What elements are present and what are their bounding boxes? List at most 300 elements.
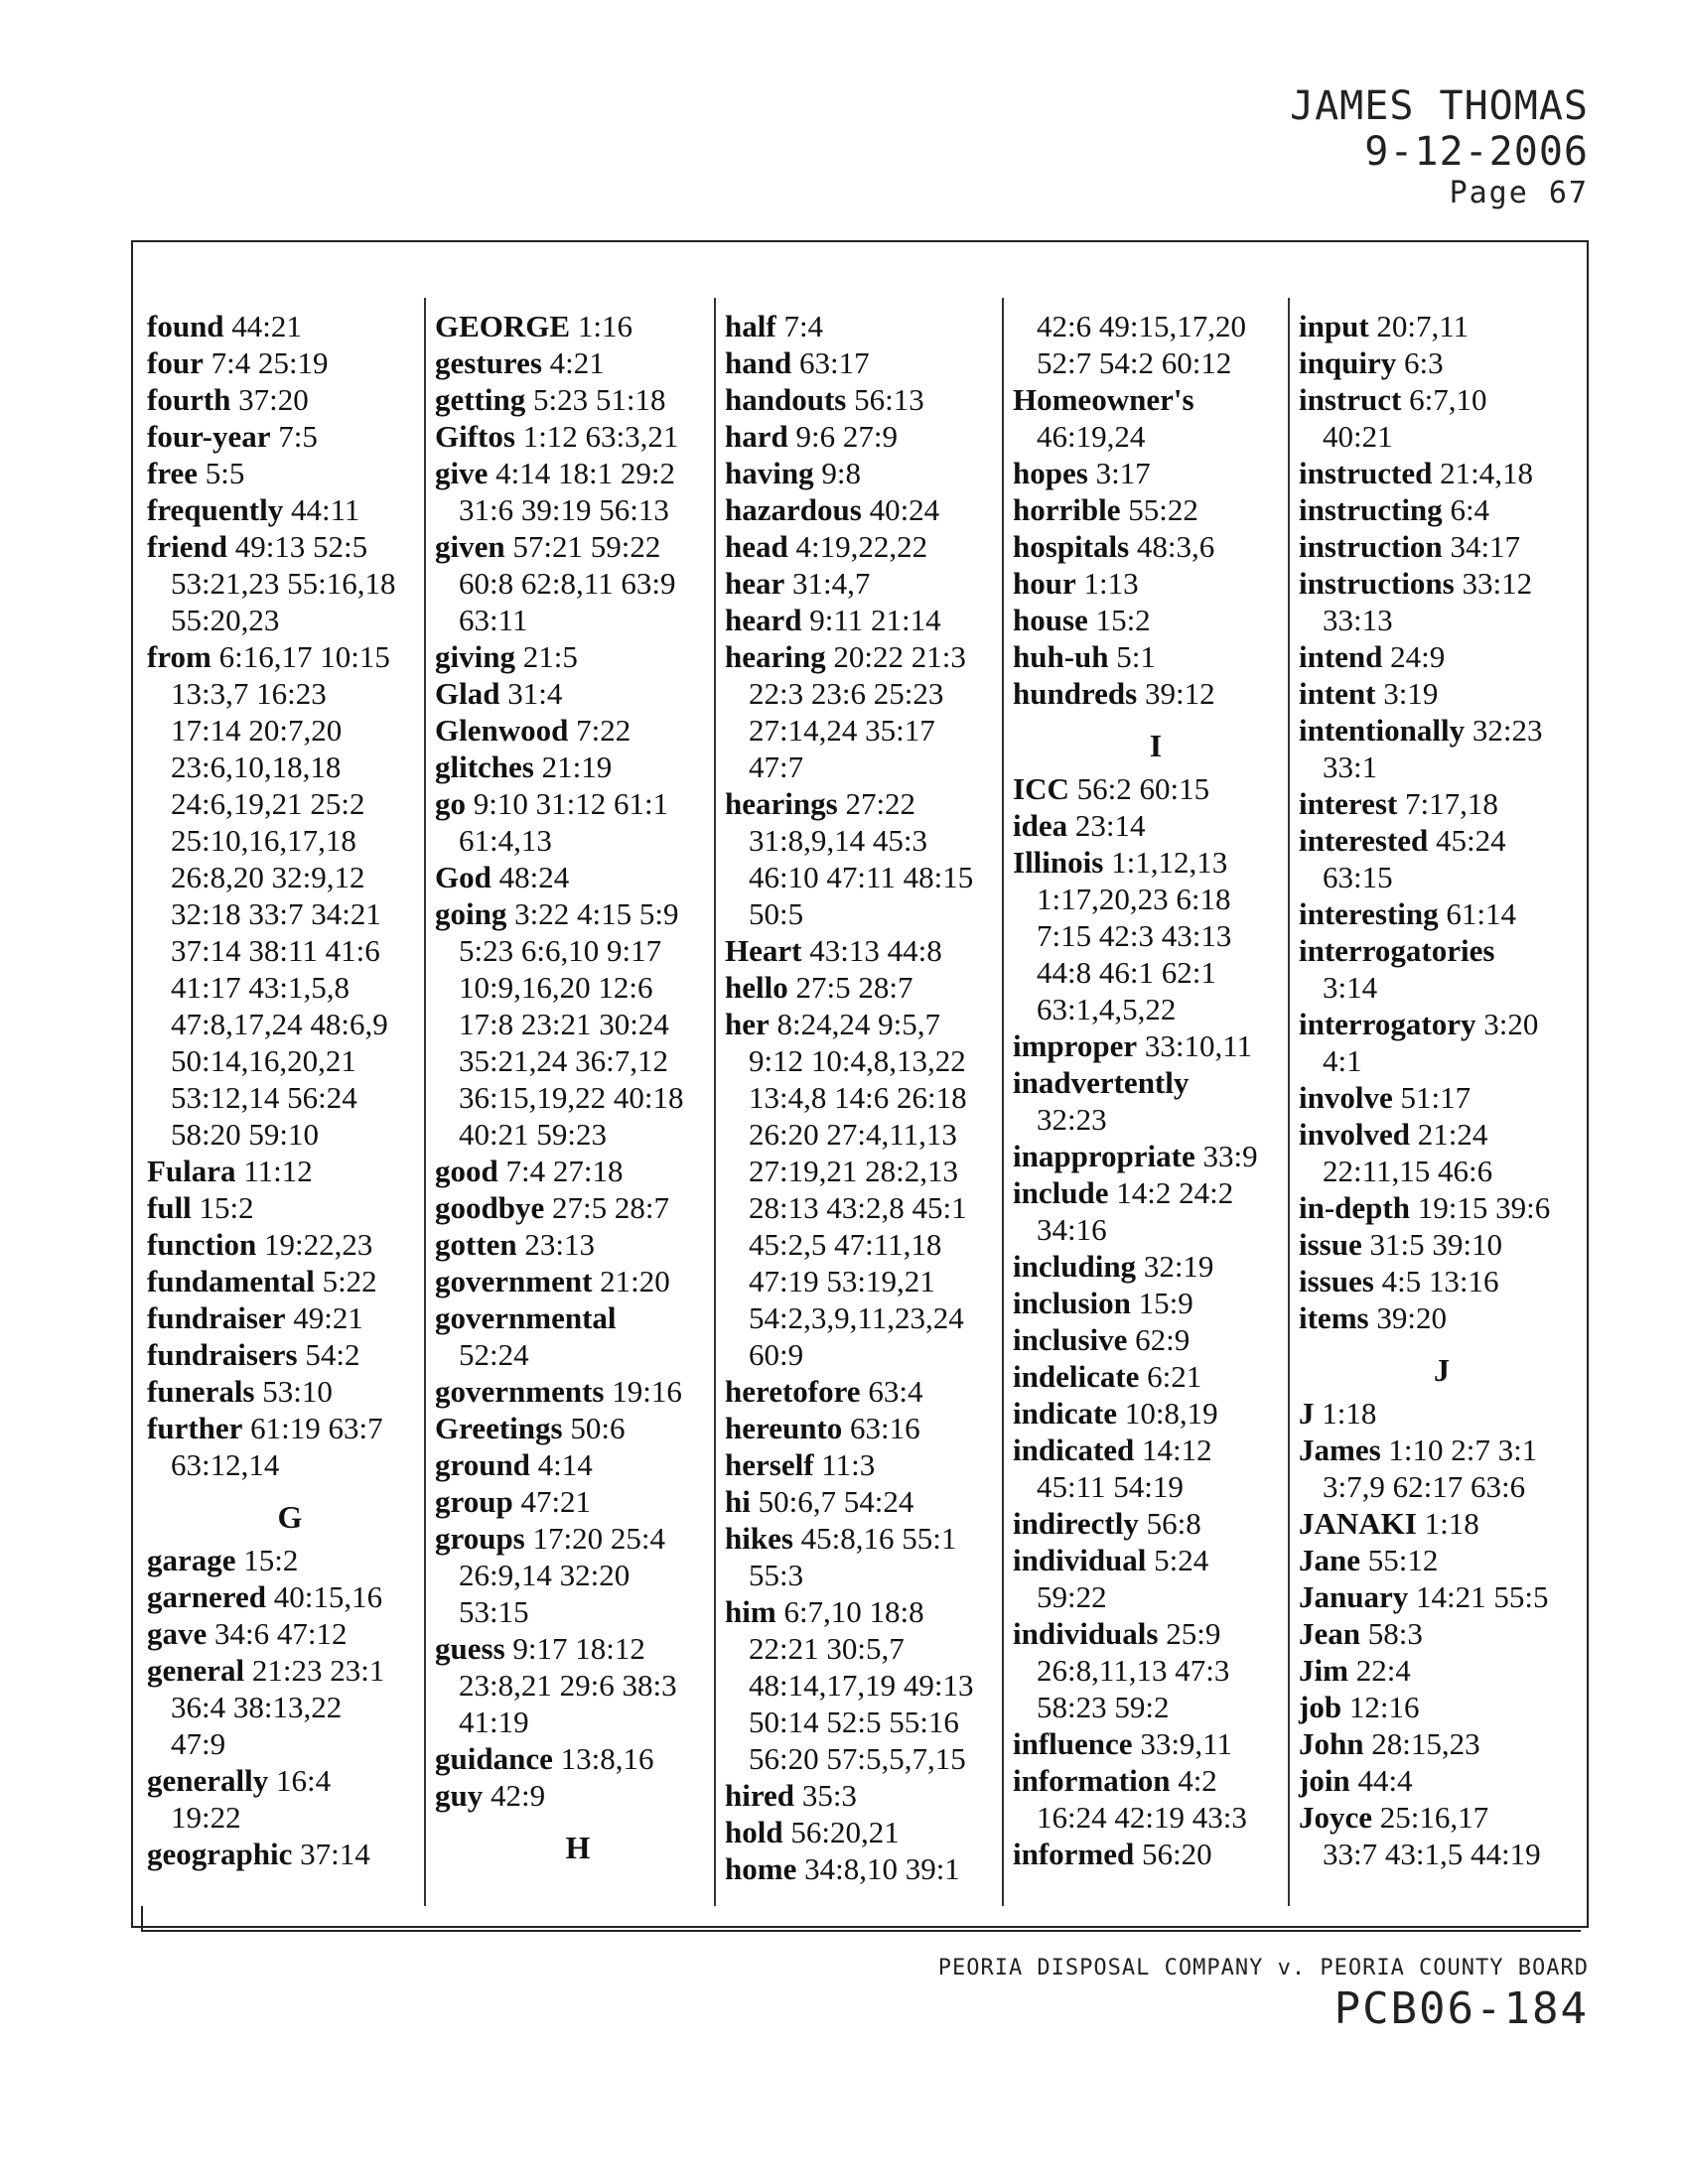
page-line-refs: 19:15 39:6 bbox=[1409, 1190, 1551, 1225]
page-line-refs: 35:21,24 36:7,12 bbox=[459, 1043, 668, 1078]
page-line-refs: 31:8,9,14 45:3 bbox=[749, 823, 927, 858]
index-term: ICC bbox=[1013, 771, 1069, 806]
index-entry bbox=[1013, 1174, 1299, 1211]
page-line-refs: 5:5 bbox=[198, 456, 245, 490]
index-term: hear bbox=[725, 566, 785, 601]
page-line-refs: 44:4 bbox=[1349, 1763, 1413, 1798]
page-line-refs: 63:1,4,5,22 bbox=[1037, 992, 1177, 1026]
page-line-refs: 28:13 43:2,8 45:1 bbox=[749, 1190, 967, 1225]
deposition-date: 9-12-2006 bbox=[1364, 129, 1589, 175]
index-term: ground bbox=[435, 1447, 530, 1482]
page-line-refs: 24:6,19,21 25:2 bbox=[171, 786, 365, 821]
page-line-refs: 3:19 bbox=[1375, 676, 1439, 711]
page-line-refs: 1:18 bbox=[1314, 1396, 1377, 1431]
index-entry-continuation bbox=[147, 822, 433, 859]
page-line-refs: 37:14 bbox=[292, 1837, 370, 1871]
index-entry bbox=[1299, 785, 1585, 822]
index-entry-continuation bbox=[1299, 1836, 1585, 1872]
index-term: instruct bbox=[1299, 382, 1402, 417]
page-line-refs: 14:21 55:5 bbox=[1408, 1579, 1549, 1614]
page-line-refs: 63:12,14 bbox=[171, 1447, 280, 1482]
index-entry bbox=[1299, 1542, 1585, 1578]
page-line-refs: 17:20 25:4 bbox=[524, 1521, 665, 1556]
index-entry bbox=[147, 1189, 433, 1226]
page-line-refs: 53:12,14 56:24 bbox=[171, 1080, 357, 1115]
index-term: hazardous bbox=[725, 492, 862, 527]
page-line-refs: 20:7,11 bbox=[1368, 309, 1470, 343]
page-line-refs: 37:14 38:11 41:6 bbox=[171, 933, 380, 968]
page-line-refs: 49:13 52:5 bbox=[226, 529, 368, 564]
index-entry-continuation bbox=[147, 675, 433, 712]
index-entry-continuation bbox=[725, 822, 1011, 859]
index-term: individual bbox=[1013, 1543, 1147, 1577]
page-line-refs: 46:10 47:11 48:15 bbox=[749, 860, 974, 894]
index-term: indelicate bbox=[1013, 1359, 1140, 1394]
index-term: involve bbox=[1299, 1080, 1393, 1115]
index-entry bbox=[725, 1593, 1011, 1630]
index-entry bbox=[725, 1373, 1011, 1410]
index-entry-continuation bbox=[725, 1740, 1011, 1777]
index-term: her bbox=[725, 1007, 770, 1041]
index-entry bbox=[1013, 455, 1299, 491]
page-line-refs: 3:7,9 62:17 63:6 bbox=[1323, 1469, 1526, 1504]
page-line-refs: 14:12 bbox=[1134, 1433, 1212, 1467]
index-entry-continuation bbox=[725, 1263, 1011, 1299]
index-entry bbox=[1299, 1505, 1585, 1542]
page-line-refs: 60:9 bbox=[749, 1337, 804, 1372]
index-entry-continuation bbox=[1299, 859, 1585, 895]
page-line-refs: 5:22 bbox=[314, 1264, 377, 1298]
index-term: hearing bbox=[725, 639, 826, 674]
index-entry bbox=[435, 1410, 721, 1446]
page-line-refs: 54:2 bbox=[297, 1337, 360, 1372]
index-entry bbox=[435, 712, 721, 749]
page-line-refs: 5:1 bbox=[1108, 639, 1156, 674]
index-entry bbox=[147, 1153, 433, 1189]
index-term: hikes bbox=[725, 1521, 793, 1556]
index-entry bbox=[435, 1777, 721, 1814]
index-term: January bbox=[1299, 1579, 1409, 1614]
index-entry bbox=[1299, 491, 1585, 528]
page-line-refs: 7:4 25:19 bbox=[203, 345, 329, 380]
index-entry-continuation bbox=[725, 675, 1011, 712]
page-line-refs: 56:13 bbox=[846, 382, 924, 417]
index-term: hundreds bbox=[1013, 676, 1138, 711]
index-entry bbox=[147, 638, 433, 675]
index-entry-continuation bbox=[435, 932, 721, 969]
index-entry bbox=[1299, 638, 1585, 675]
page-line-refs: 50:5 bbox=[749, 896, 804, 931]
page-line-refs: 7:5 bbox=[270, 419, 318, 454]
index-entry bbox=[1013, 1432, 1299, 1468]
index-entry bbox=[1013, 1762, 1299, 1799]
index-term: JANAKI bbox=[1299, 1506, 1417, 1541]
index-term: intentionally bbox=[1299, 713, 1466, 748]
page-line-refs: 44:21 bbox=[223, 309, 302, 343]
index-term: God bbox=[435, 860, 491, 894]
page-footer bbox=[938, 1954, 1589, 2035]
index-entry-continuation bbox=[147, 565, 433, 602]
frame-left-notch bbox=[141, 1906, 143, 1932]
index-term: given bbox=[435, 529, 505, 564]
index-entry-continuation bbox=[725, 859, 1011, 895]
index-term: indirectly bbox=[1013, 1506, 1139, 1541]
index-entry bbox=[147, 1226, 433, 1263]
page-line-refs: 48:14,17,19 49:13 bbox=[749, 1668, 974, 1703]
page-line-refs: 34:8,10 39:1 bbox=[796, 1851, 960, 1886]
index-entry bbox=[435, 344, 721, 381]
page-line-refs: 32:23 bbox=[1037, 1102, 1107, 1137]
index-term: hour bbox=[1013, 566, 1076, 601]
index-term: interested bbox=[1299, 823, 1429, 858]
index-term: idea bbox=[1013, 808, 1068, 843]
page-line-refs: 36:15,19,22 40:18 bbox=[459, 1080, 684, 1115]
index-entry bbox=[435, 381, 721, 418]
page-line-refs: 39:20 bbox=[1368, 1300, 1447, 1335]
page-line-refs: 5:23 6:6,10 9:17 bbox=[459, 933, 662, 968]
page-line-refs: 22:11,15 46:6 bbox=[1323, 1154, 1493, 1188]
index-entry bbox=[435, 1299, 721, 1336]
index-entry bbox=[147, 1263, 433, 1299]
index-term: issues bbox=[1299, 1264, 1374, 1298]
page-line-refs: 1:16 bbox=[570, 309, 632, 343]
index-entry bbox=[1013, 1542, 1299, 1578]
index-entry bbox=[1013, 528, 1299, 565]
index-term: four-year bbox=[147, 419, 271, 454]
page-line-refs: 1:17,20,23 6:18 bbox=[1037, 882, 1231, 916]
page-line-refs: 4:14 18:1 29:2 bbox=[488, 456, 675, 490]
index-term: frequently bbox=[147, 492, 284, 527]
index-entry bbox=[1013, 1064, 1299, 1101]
index-entry bbox=[147, 1836, 433, 1872]
page-line-refs: 61:4,13 bbox=[459, 823, 552, 858]
page-line-refs: 33:9 bbox=[1194, 1139, 1258, 1173]
page-line-refs: 50:14 52:5 55:16 bbox=[749, 1705, 959, 1739]
index-entry-continuation bbox=[725, 1336, 1011, 1373]
index-entry bbox=[147, 418, 433, 455]
index-entry bbox=[435, 1740, 721, 1777]
page-line-refs: 31:4 bbox=[499, 676, 563, 711]
index-term: improper bbox=[1013, 1028, 1138, 1063]
index-term: hold bbox=[725, 1815, 783, 1849]
index-entry-continuation bbox=[435, 1557, 721, 1593]
index-entry bbox=[1013, 602, 1299, 638]
page-line-refs: 63:4 bbox=[860, 1374, 923, 1409]
index-entry-continuation bbox=[147, 859, 433, 895]
page-line-refs: 1:1,12,13 bbox=[1103, 845, 1228, 880]
page-line-refs: 47:7 bbox=[749, 750, 804, 784]
page-line-refs: 23:14 bbox=[1067, 808, 1146, 843]
index-entry bbox=[1013, 1725, 1299, 1762]
index-entry bbox=[1299, 895, 1585, 932]
page-line-refs: 50:6,7 54:24 bbox=[750, 1484, 914, 1519]
index-term: join bbox=[1299, 1763, 1350, 1798]
page-line-refs: 1:12 63:3,21 bbox=[514, 419, 679, 454]
index-entry-continuation bbox=[1013, 1652, 1299, 1689]
index-entry-continuation bbox=[435, 1593, 721, 1630]
index-entry-continuation bbox=[435, 822, 721, 859]
index-entry-continuation bbox=[1299, 418, 1585, 455]
index-entry bbox=[1299, 1432, 1585, 1468]
index-term: groups bbox=[435, 1521, 525, 1556]
index-entry bbox=[1013, 491, 1299, 528]
index-term: influence bbox=[1013, 1726, 1133, 1761]
page-line-refs: 41:17 43:1,5,8 bbox=[171, 970, 350, 1005]
page-line-refs: 3:20 bbox=[1475, 1007, 1539, 1041]
section-letter: H bbox=[565, 1830, 591, 1865]
index-term: head bbox=[725, 529, 788, 564]
index-term: gave bbox=[147, 1616, 208, 1651]
index-entry bbox=[725, 565, 1011, 602]
index-entry-continuation bbox=[435, 602, 721, 638]
index-term: items bbox=[1299, 1300, 1369, 1335]
index-term: fundraiser bbox=[147, 1300, 286, 1335]
page-line-refs: 63:17 bbox=[791, 345, 870, 380]
index-entry bbox=[147, 1615, 433, 1652]
page-line-refs: 37:20 bbox=[230, 382, 309, 417]
page-line-refs: 34:17 bbox=[1442, 529, 1521, 564]
index-entry-continuation bbox=[147, 785, 433, 822]
index-term: instructing bbox=[1299, 492, 1443, 527]
section-letter: I bbox=[1149, 728, 1163, 763]
index-entry bbox=[147, 491, 433, 528]
index-entry bbox=[725, 1777, 1011, 1814]
page-line-refs: 34:16 bbox=[1037, 1212, 1107, 1247]
index-column-4 bbox=[1013, 308, 1299, 1872]
page-line-refs: 33:12 bbox=[1454, 566, 1533, 601]
index-entry-continuation bbox=[435, 491, 721, 528]
page-line-refs: 61:14 bbox=[1438, 896, 1517, 931]
page-line-refs: 7:4 bbox=[775, 309, 824, 343]
page-line-refs: 13:3,7 16:23 bbox=[171, 676, 327, 711]
index-term: Jean bbox=[1299, 1616, 1360, 1651]
index-entry bbox=[1299, 822, 1585, 859]
index-entry bbox=[725, 308, 1011, 344]
index-term: hello bbox=[725, 970, 788, 1005]
index-term: having bbox=[725, 456, 814, 490]
index-entry-continuation bbox=[147, 1689, 433, 1725]
index-term: Glenwood bbox=[435, 713, 569, 748]
index-entry-continuation bbox=[725, 1557, 1011, 1593]
page-line-refs: 7:15 42:3 43:13 bbox=[1037, 918, 1232, 953]
index-entry bbox=[147, 344, 433, 381]
index-entry-continuation bbox=[147, 895, 433, 932]
index-entry bbox=[1299, 712, 1585, 749]
index-entry-continuation bbox=[147, 749, 433, 785]
index-term: Giftos bbox=[435, 419, 515, 454]
page-line-refs: 6:16,17 10:15 bbox=[210, 639, 390, 674]
index-entry bbox=[1013, 638, 1299, 675]
page-line-refs: 42:6 49:15,17,20 bbox=[1037, 309, 1246, 343]
index-entry-continuation bbox=[435, 1006, 721, 1042]
index-entry-continuation bbox=[1013, 954, 1299, 991]
index-entry bbox=[725, 491, 1011, 528]
index-term: hard bbox=[725, 419, 788, 454]
page-line-refs: 42:9 bbox=[483, 1778, 546, 1813]
page-line-refs: 32:18 33:7 34:21 bbox=[171, 896, 381, 931]
index-entry bbox=[725, 455, 1011, 491]
index-entry bbox=[435, 785, 721, 822]
index-entry-continuation bbox=[147, 1446, 433, 1483]
index-entry-continuation bbox=[1013, 344, 1299, 381]
page-line-refs: 33:10,11 bbox=[1137, 1028, 1253, 1063]
index-entry bbox=[1299, 565, 1585, 602]
index-term: free bbox=[147, 456, 199, 490]
index-entry-continuation bbox=[725, 895, 1011, 932]
index-entry bbox=[435, 455, 721, 491]
index-entry bbox=[1299, 1116, 1585, 1153]
index-entry-continuation bbox=[147, 1042, 433, 1079]
page-line-refs: 53:21,23 55:16,18 bbox=[171, 566, 396, 601]
index-entry-continuation bbox=[1299, 1153, 1585, 1189]
index-entry-continuation bbox=[725, 1189, 1011, 1226]
page-line-refs: 55:3 bbox=[749, 1558, 804, 1592]
index-term: four bbox=[147, 345, 204, 380]
page-line-refs: 28:15,23 bbox=[1363, 1726, 1480, 1761]
index-entry bbox=[147, 1299, 433, 1336]
index-entry-continuation bbox=[435, 1116, 721, 1153]
index-entry bbox=[435, 1446, 721, 1483]
page-line-refs: 53:10 bbox=[254, 1374, 333, 1409]
index-entry bbox=[1013, 1285, 1299, 1321]
page-line-refs: 15:9 bbox=[1130, 1286, 1193, 1320]
index-entry-continuation bbox=[1013, 881, 1299, 917]
index-column-3 bbox=[725, 308, 1011, 1887]
index-entry-continuation bbox=[1299, 602, 1585, 638]
index-term: governments bbox=[435, 1374, 605, 1409]
page-line-refs: 32:19 bbox=[1136, 1249, 1214, 1284]
page-line-refs: 17:8 23:21 30:24 bbox=[459, 1007, 669, 1041]
index-entry bbox=[1299, 1615, 1585, 1652]
index-entry-continuation bbox=[1013, 1211, 1299, 1248]
page-line-refs: 54:2,3,9,11,23,24 bbox=[749, 1300, 964, 1335]
index-entry bbox=[725, 1520, 1011, 1557]
page-line-refs: 26:8,11,13 47:3 bbox=[1037, 1653, 1230, 1688]
index-entry-continuation bbox=[147, 1799, 433, 1836]
page-line-refs: 56:2 60:15 bbox=[1068, 771, 1210, 806]
index-entry bbox=[1299, 381, 1585, 418]
index-entry bbox=[1299, 675, 1585, 712]
index-entry bbox=[435, 675, 721, 712]
page-line-refs: 43:13 44:8 bbox=[801, 933, 942, 968]
page-line-refs: 46:19,24 bbox=[1037, 419, 1146, 454]
page-line-refs: 5:24 bbox=[1146, 1543, 1209, 1577]
index-term: geographic bbox=[147, 1837, 293, 1871]
index-entry bbox=[725, 602, 1011, 638]
index-term: fundamental bbox=[147, 1264, 315, 1298]
page-line-refs: 34:6 47:12 bbox=[207, 1616, 348, 1651]
index-entry bbox=[1013, 1395, 1299, 1432]
page-line-refs: 56:20,21 bbox=[782, 1815, 900, 1849]
index-entry-continuation bbox=[1299, 969, 1585, 1006]
page-line-refs: 25:16,17 bbox=[1372, 1800, 1489, 1835]
page-line-refs: 58:23 59:2 bbox=[1037, 1690, 1170, 1724]
index-term: guidance bbox=[435, 1741, 553, 1776]
page-line-refs: 33:7 43:1,5 44:19 bbox=[1323, 1837, 1541, 1871]
page-line-refs: 26:8,20 32:9,12 bbox=[171, 860, 365, 894]
index-entry bbox=[435, 1189, 721, 1226]
page-line-refs: 5:23 51:18 bbox=[525, 382, 666, 417]
index-entry-continuation bbox=[725, 1153, 1011, 1189]
index-entry bbox=[1299, 1762, 1585, 1799]
index-term: hospitals bbox=[1013, 529, 1130, 564]
page-line-refs: 55:20,23 bbox=[171, 603, 280, 637]
page-line-refs: 4:2 bbox=[1170, 1763, 1217, 1798]
index-entry bbox=[1299, 1725, 1585, 1762]
page-line-refs: 32:23 bbox=[1465, 713, 1543, 748]
index-term: inclusion bbox=[1013, 1286, 1131, 1320]
page-line-refs: 56:20 57:5,5,7,15 bbox=[749, 1741, 966, 1776]
page-line-refs: 9:17 18:12 bbox=[504, 1631, 645, 1666]
index-entry bbox=[435, 1630, 721, 1667]
page-line-refs: 21:23 23:1 bbox=[244, 1653, 385, 1688]
page-line-refs: 21:20 bbox=[592, 1264, 670, 1298]
page-line-refs: 20:22 21:3 bbox=[825, 639, 966, 674]
index-term: funerals bbox=[147, 1374, 255, 1409]
page-line-refs: 36:4 38:13,22 bbox=[171, 1690, 343, 1724]
index-entry bbox=[1013, 1248, 1299, 1285]
index-term: Glad bbox=[435, 676, 500, 711]
page-line-refs: 48:24 bbox=[491, 860, 570, 894]
page-line-refs: 13:8,16 bbox=[552, 1741, 654, 1776]
index-entry-continuation bbox=[1013, 1689, 1299, 1725]
index-entry bbox=[1013, 1505, 1299, 1542]
index-entry bbox=[1299, 308, 1585, 344]
index-term: glitches bbox=[435, 750, 534, 784]
index-term: him bbox=[725, 1594, 776, 1629]
page-line-refs: 39:12 bbox=[1137, 676, 1215, 711]
index-entry bbox=[1299, 455, 1585, 491]
index-term: inquiry bbox=[1299, 345, 1397, 380]
index-entry bbox=[725, 1814, 1011, 1850]
page-line-refs: 27:5 28:7 bbox=[544, 1190, 669, 1225]
index-entry-continuation bbox=[435, 1667, 721, 1704]
index-entry-continuation bbox=[147, 1006, 433, 1042]
page-line-refs: 6:7,10 bbox=[1401, 382, 1487, 417]
page-line-refs: 7:17,18 bbox=[1397, 786, 1498, 821]
index-term: Heart bbox=[725, 933, 802, 968]
page-line-refs: 4:1 bbox=[1323, 1043, 1362, 1078]
index-entry bbox=[147, 1336, 433, 1373]
page-line-refs: 60:8 62:8,11 63:9 bbox=[459, 566, 676, 601]
index-term: Fulara bbox=[147, 1154, 236, 1188]
index-entry bbox=[147, 1652, 433, 1689]
index-entry bbox=[435, 1226, 721, 1263]
page-line-refs: 45:8,16 55:1 bbox=[792, 1521, 957, 1556]
index-entry-continuation bbox=[147, 1725, 433, 1762]
index-term: including bbox=[1013, 1249, 1137, 1284]
index-entry bbox=[1013, 807, 1299, 844]
page-line-refs: 44:8 46:1 62:1 bbox=[1037, 955, 1216, 990]
index-term: issue bbox=[1299, 1227, 1362, 1262]
page-line-refs: 56:8 bbox=[1138, 1506, 1201, 1541]
index-entry bbox=[725, 344, 1011, 381]
index-term: include bbox=[1013, 1175, 1109, 1210]
page-line-refs: 9:10 31:12 61:1 bbox=[466, 786, 669, 821]
index-entry bbox=[725, 969, 1011, 1006]
index-entry-continuation bbox=[435, 1079, 721, 1116]
page-line-refs: 40:24 bbox=[861, 492, 940, 527]
index-entry bbox=[1299, 932, 1585, 969]
page-line-refs: 45:11 54:19 bbox=[1037, 1469, 1184, 1504]
index-entry bbox=[1013, 1615, 1299, 1652]
index-entry bbox=[725, 1850, 1011, 1887]
index-term: herself bbox=[725, 1447, 814, 1482]
page-line-refs: 55:12 bbox=[1360, 1543, 1439, 1577]
page-line-refs: 8:24,24 9:5,7 bbox=[769, 1007, 940, 1041]
index-entry bbox=[435, 1373, 721, 1410]
index-entry bbox=[435, 528, 721, 565]
